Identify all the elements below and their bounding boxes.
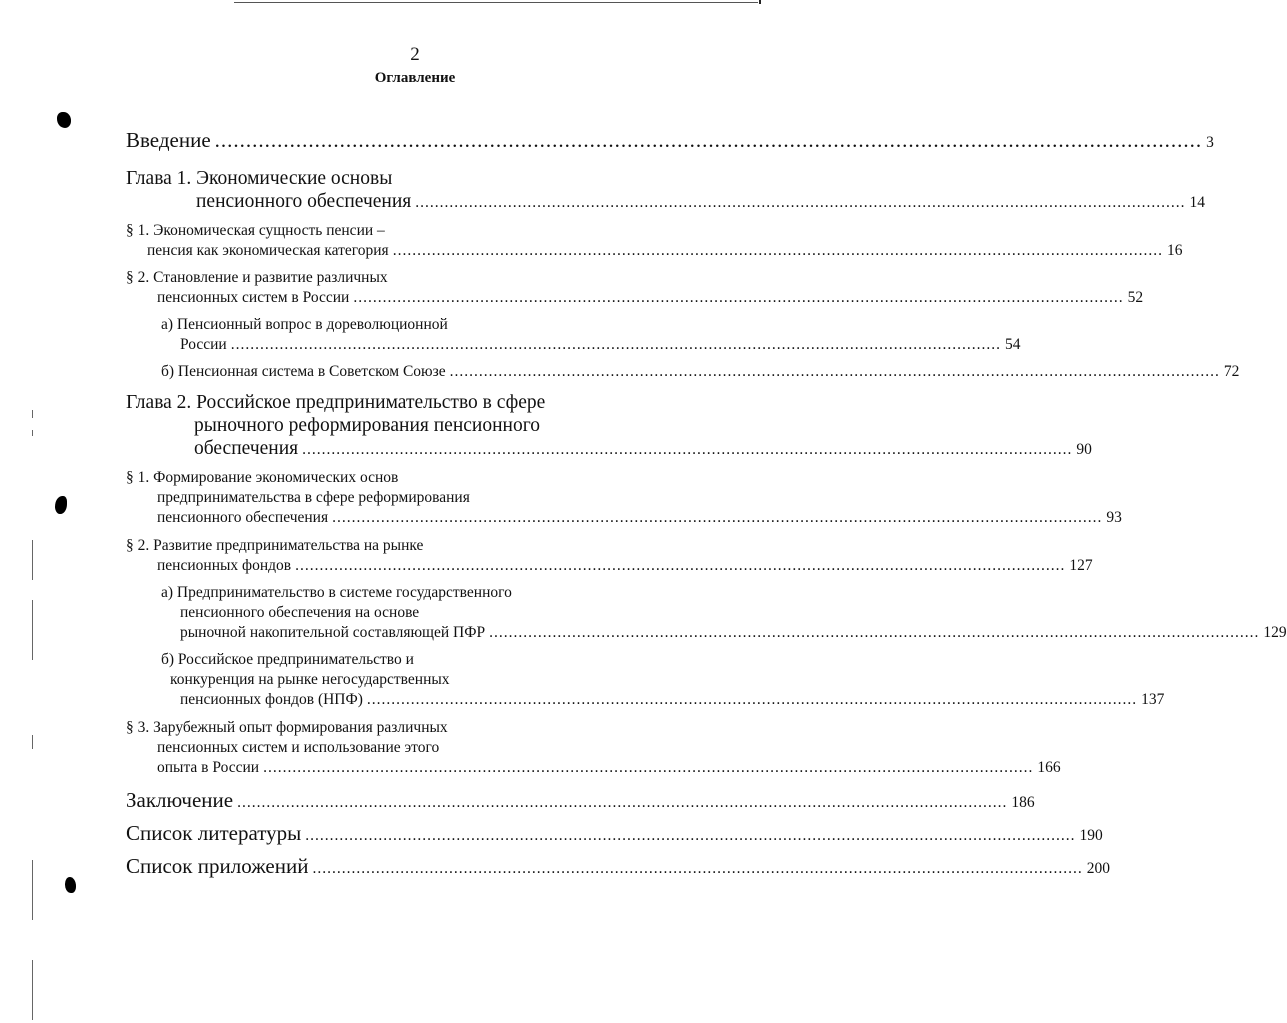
margin-mark bbox=[32, 430, 33, 436]
toc-entry-bibliography bbox=[126, 819, 1103, 847]
margin-mark bbox=[32, 735, 33, 749]
toc-entry-line: § 1. Экономическая сущность пенсии – bbox=[126, 222, 385, 239]
leader-dots: .............................................................................................................................................................. bbox=[332, 509, 1103, 526]
toc-entry-line: предпринимательства в сфере реформирования bbox=[157, 489, 470, 506]
toc-entry-introduction bbox=[126, 126, 1214, 154]
scan-artifact bbox=[65, 877, 76, 893]
toc-entry-subsection-b bbox=[161, 362, 1240, 382]
toc-page-number: 90 bbox=[1076, 441, 1092, 458]
toc-page-number: 3 bbox=[1206, 134, 1214, 151]
toc-entry-line: России bbox=[180, 336, 227, 353]
toc-entry-line: Список приложений bbox=[126, 854, 309, 878]
toc-entry-line: конкуренция на рынке негосударственных bbox=[170, 671, 450, 688]
leader-dots: .............................................................................................................................................................. bbox=[237, 794, 1008, 811]
toc-entry-section-2-1 bbox=[126, 468, 1122, 528]
leader-dots: .............................................................................................................................................................. bbox=[214, 128, 1203, 152]
toc-entry-line: а) Пенсионный вопрос в дореволюционной bbox=[161, 316, 448, 333]
toc-entry-line: пенсионных систем и использование этого bbox=[157, 739, 440, 756]
toc-entry-line: пенсионного обеспечения bbox=[196, 191, 412, 212]
toc-entry-line: пенсионных фондов bbox=[157, 557, 292, 574]
toc-entry-subsection-a bbox=[161, 315, 1021, 355]
toc-page-number: 54 bbox=[1004, 336, 1021, 353]
scan-artifact bbox=[55, 496, 67, 514]
margin-mark bbox=[32, 860, 33, 920]
toc-entry-line: рыночной накопительной составляющей ПФР bbox=[180, 624, 486, 641]
leader-dots: .............................................................................................................................................................. bbox=[366, 691, 1138, 708]
leader-dots: .............................................................................................................................................................. bbox=[295, 557, 1066, 574]
toc-page-number: 16 bbox=[1166, 242, 1183, 259]
toc-entry-line: пенсионного обеспечения bbox=[157, 509, 329, 526]
toc-entry-subsection-2-b bbox=[161, 650, 1165, 710]
leader-dots: .............................................................................................................................................................. bbox=[353, 289, 1124, 306]
toc-entry-chapter-2 bbox=[126, 391, 1092, 460]
toc-page-number: 93 bbox=[1106, 509, 1122, 526]
toc-entry-section-2-2 bbox=[126, 536, 1093, 576]
leader-dots: .............................................................................................................................................................. bbox=[305, 827, 1076, 844]
toc-page-number: 129 bbox=[1263, 624, 1287, 641]
leader-dots: .............................................................................................................................................................. bbox=[312, 860, 1083, 877]
toc-title: Оглавление bbox=[374, 70, 456, 86]
toc-page-number: 190 bbox=[1079, 827, 1103, 844]
toc-entry-line: § 2. Развитие предпринимательства на рынке bbox=[126, 537, 424, 554]
leader-dots: .............................................................................................................................................................. bbox=[415, 194, 1186, 211]
margin-mark bbox=[32, 600, 33, 660]
toc-entry-subsection-2-a bbox=[161, 583, 1287, 643]
toc-page-number: 200 bbox=[1086, 860, 1110, 877]
leader-dots: .............................................................................................................................................................. bbox=[230, 336, 1001, 353]
toc-page-number: 14 bbox=[1189, 194, 1205, 211]
toc-entry-line: б) Российское предпринимательство и bbox=[161, 651, 414, 668]
toc-entry-section-2-3 bbox=[126, 718, 1061, 778]
toc-entry-line: Глава 2. Российское предпринимательство в сфере bbox=[126, 392, 546, 413]
scan-border-line bbox=[234, 2, 758, 3]
leader-dots: .............................................................................................................................................................. bbox=[263, 759, 1034, 776]
toc-entry-chapter-1 bbox=[126, 167, 1205, 213]
toc-entry-line: пенсионных фондов (НПФ) bbox=[180, 691, 363, 708]
toc-page-number: 166 bbox=[1037, 759, 1061, 776]
toc-entry-appendices bbox=[126, 852, 1110, 880]
margin-mark bbox=[32, 410, 33, 418]
toc-entry-line: пенсионного обеспечения на основе bbox=[180, 604, 420, 621]
margin-mark bbox=[32, 540, 33, 580]
toc-page-number: 137 bbox=[1141, 691, 1165, 708]
toc-entry-section-1-2 bbox=[126, 268, 1144, 308]
leader-dots: .............................................................................................................................................................. bbox=[449, 363, 1220, 380]
scan-artifact bbox=[57, 112, 71, 128]
toc-entry-line: Список литературы bbox=[126, 821, 302, 845]
toc-entry-line: Заключение bbox=[126, 788, 234, 812]
leader-dots: .............................................................................................................................................................. bbox=[392, 242, 1163, 259]
toc-entry-line: пенсионных систем в России bbox=[157, 289, 350, 306]
toc-entry-line: пенсия как экономическая категория bbox=[147, 242, 389, 259]
page-number: 2 bbox=[410, 44, 420, 65]
scan-edge-mark bbox=[759, 0, 761, 4]
toc-page-number: 186 bbox=[1011, 794, 1035, 811]
toc-entry-line: § 1. Формирование экономических основ bbox=[126, 469, 399, 486]
toc-page-number: 72 bbox=[1223, 363, 1240, 380]
toc-entry-section-1-1 bbox=[126, 221, 1183, 261]
toc-page-number: 127 bbox=[1069, 557, 1093, 574]
toc-entry-line: Введение bbox=[126, 128, 211, 152]
toc-page-number: 52 bbox=[1127, 289, 1144, 306]
margin-mark bbox=[32, 960, 33, 1020]
toc-entry-conclusion bbox=[126, 786, 1035, 814]
toc-entry-line: обеспечения bbox=[194, 438, 299, 459]
toc-entry-line: опыта в России bbox=[157, 759, 260, 776]
toc-entry-line: рыночного реформирования пенсионного bbox=[194, 415, 540, 436]
toc-entry-line: Глава 1. Экономические основы bbox=[126, 168, 393, 189]
toc-entry-line: б) Пенсионная система в Советском Союзе bbox=[161, 363, 446, 380]
leader-dots: .............................................................................................................................................................. bbox=[302, 441, 1073, 458]
toc-entry-line: а) Предпринимательство в системе государственного bbox=[161, 584, 512, 601]
toc-entry-line: § 2. Становление и развитие различных bbox=[126, 269, 388, 286]
leader-dots: .............................................................................................................................................................. bbox=[489, 624, 1260, 641]
toc-entry-line: § 3. Зарубежный опыт формирования различных bbox=[126, 719, 448, 736]
